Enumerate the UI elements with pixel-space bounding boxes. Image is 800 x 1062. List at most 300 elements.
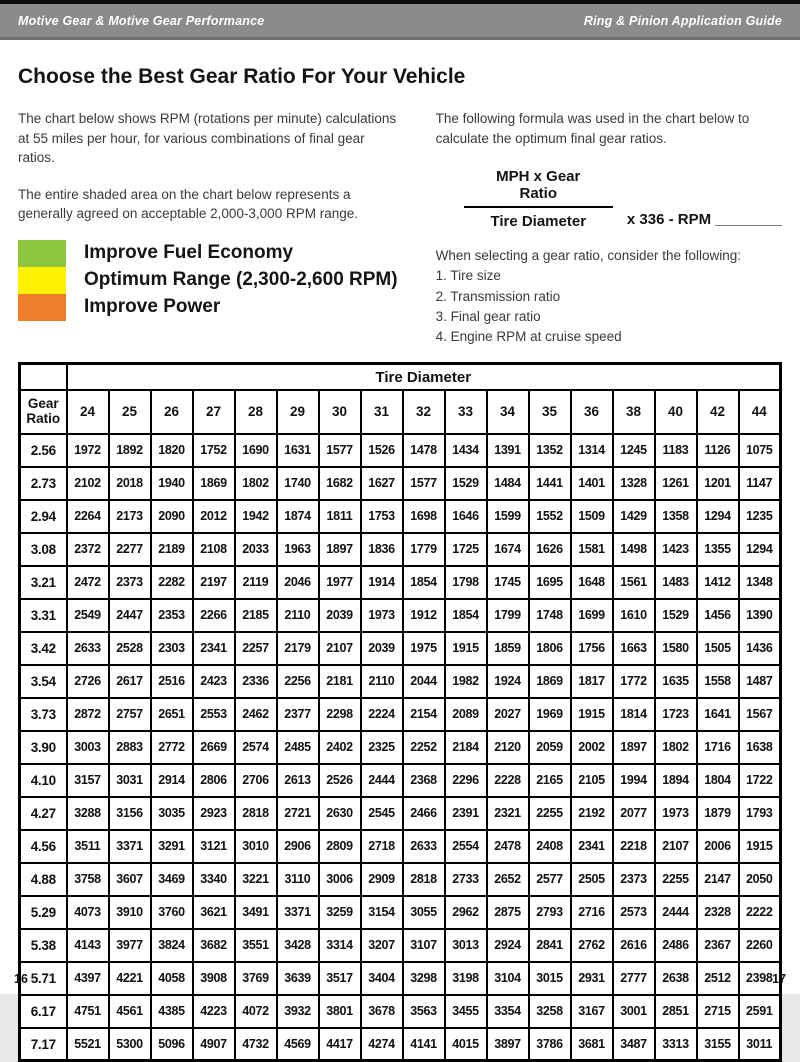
rpm-cell: 2633 bbox=[67, 632, 109, 665]
rpm-cell: 5521 bbox=[67, 1028, 109, 1061]
tire-diameter-col-header: 36 bbox=[571, 390, 613, 434]
rpm-cell: 3758 bbox=[67, 863, 109, 896]
rpm-cell: 1820 bbox=[151, 434, 193, 467]
rpm-cell: 2256 bbox=[277, 665, 319, 698]
legend-label: Improve Fuel Economy bbox=[84, 242, 294, 264]
rpm-cell: 3354 bbox=[487, 995, 529, 1028]
rpm-cell: 2726 bbox=[67, 665, 109, 698]
rpm-cell: 1753 bbox=[361, 500, 403, 533]
rpm-cell: 3678 bbox=[361, 995, 403, 1028]
rpm-cell: 2341 bbox=[571, 830, 613, 863]
rpm-cell: 1201 bbox=[697, 467, 739, 500]
rpm-cell: 2012 bbox=[193, 500, 235, 533]
rpm-cell: 2715 bbox=[697, 995, 739, 1028]
rpm-cell: 3031 bbox=[109, 764, 151, 797]
table-row bbox=[20, 764, 781, 797]
rpm-cell: 1294 bbox=[697, 500, 739, 533]
rpm-cell: 2762 bbox=[571, 929, 613, 962]
rpm-cell: 1627 bbox=[361, 467, 403, 500]
rpm-cell: 1854 bbox=[403, 566, 445, 599]
tire-diameter-col-header: 28 bbox=[235, 390, 277, 434]
legend-item-improve-power bbox=[18, 294, 398, 321]
gear-ratio-cell: 4.10 bbox=[20, 764, 67, 797]
rpm-cell: 1505 bbox=[697, 632, 739, 665]
rpm-cell: 2613 bbox=[277, 764, 319, 797]
rpm-cell: 3897 bbox=[487, 1028, 529, 1061]
table-row bbox=[20, 797, 781, 830]
rpm-cell: 1183 bbox=[655, 434, 697, 467]
rpm-cell: 1663 bbox=[613, 632, 655, 665]
rpm-cell: 1994 bbox=[613, 764, 655, 797]
rpm-cell: 2147 bbox=[697, 863, 739, 896]
rpm-cell: 4058 bbox=[151, 962, 193, 995]
rpm-cell: 2721 bbox=[277, 797, 319, 830]
rpm-cell: 1722 bbox=[739, 764, 781, 797]
rpm-cell: 2120 bbox=[487, 731, 529, 764]
rpm-cell: 1580 bbox=[655, 632, 697, 665]
rpm-cell: 2228 bbox=[487, 764, 529, 797]
rpm-cell: 1648 bbox=[571, 566, 613, 599]
rpm-cell: 1599 bbox=[487, 500, 529, 533]
rpm-cell: 1436 bbox=[739, 632, 781, 665]
gear-ratio-cell: 2.94 bbox=[20, 500, 67, 533]
rpm-cell: 3469 bbox=[151, 863, 193, 896]
rpm-cell: 3932 bbox=[277, 995, 319, 1028]
legend-item-fuel-economy bbox=[18, 240, 398, 267]
gear-ratio-cell: 5.71 bbox=[20, 962, 67, 995]
tire-diameter-col-header: 24 bbox=[67, 390, 109, 434]
rpm-cell: 1892 bbox=[109, 434, 151, 467]
consideration-item: 2. Transmission ratio bbox=[435, 288, 561, 304]
rpm-cell: 3104 bbox=[487, 962, 529, 995]
rpm-cell: 1610 bbox=[613, 599, 655, 632]
rpm-cell: 1802 bbox=[235, 467, 277, 500]
header-right-title: Ring & Pinion Application Guide bbox=[583, 13, 782, 28]
rpm-cell: 1914 bbox=[361, 566, 403, 599]
rpm-cell: 2257 bbox=[235, 632, 277, 665]
gear-ratio-cell: 6.17 bbox=[20, 995, 67, 1028]
gear-ratio-cell: 4.27 bbox=[20, 797, 67, 830]
page-header-bar bbox=[0, 0, 800, 40]
rpm-cell: 2181 bbox=[319, 665, 361, 698]
table-row bbox=[20, 467, 781, 500]
gear-ratio-cell: 2.56 bbox=[20, 434, 67, 467]
rpm-cell: 2486 bbox=[655, 929, 697, 962]
consideration-item: 1. Tire size bbox=[435, 268, 501, 284]
rpm-cell: 1748 bbox=[529, 599, 571, 632]
rpm-cell: 3786 bbox=[529, 1028, 571, 1061]
rpm-cell: 2368 bbox=[403, 764, 445, 797]
formula-fraction bbox=[464, 168, 613, 230]
rpm-cell: 3011 bbox=[739, 1028, 781, 1061]
rpm-cell: 2716 bbox=[571, 896, 613, 929]
rpm-cell: 2119 bbox=[235, 566, 277, 599]
rpm-cell: 1963 bbox=[277, 533, 319, 566]
gear-ratio-cell: 4.88 bbox=[20, 863, 67, 896]
rpm-cell: 4397 bbox=[67, 962, 109, 995]
corner-cell bbox=[20, 364, 67, 390]
rpm-cell: 4015 bbox=[445, 1028, 487, 1061]
rpm-cell: 2296 bbox=[445, 764, 487, 797]
rpm-cell: 1799 bbox=[487, 599, 529, 632]
rpm-cell: 2173 bbox=[109, 500, 151, 533]
rpm-cell: 1690 bbox=[235, 434, 277, 467]
rpm-cell: 1581 bbox=[571, 533, 613, 566]
rpm-cell: 2255 bbox=[655, 863, 697, 896]
tire-diameter-col-header: 44 bbox=[739, 390, 781, 434]
gear-ratio-cell: 2.73 bbox=[20, 467, 67, 500]
rpm-cell: 1355 bbox=[697, 533, 739, 566]
rpm-cell: 2006 bbox=[697, 830, 739, 863]
rpm-cell: 1483 bbox=[655, 566, 697, 599]
table-row bbox=[20, 698, 781, 731]
rpm-cell: 2573 bbox=[613, 896, 655, 929]
formula-suffix: x 336 - RPM ________ bbox=[626, 211, 782, 229]
rpm-cell: 2512 bbox=[697, 962, 739, 995]
intro-paragraph-1: The chart below shows RPM (rotations per minute) calculations at 55 miles per hour, for various combinations of final gear ratios. bbox=[18, 111, 397, 166]
rpm-cell: 2018 bbox=[109, 467, 151, 500]
rpm-cell: 2577 bbox=[529, 863, 571, 896]
rpm-cell: 4223 bbox=[193, 995, 235, 1028]
rpm-cell: 1423 bbox=[655, 533, 697, 566]
rpm-cell: 1804 bbox=[697, 764, 739, 797]
rpm-cell: 1942 bbox=[235, 500, 277, 533]
rpm-cell: 3801 bbox=[319, 995, 361, 1028]
gear-ratio-cell: 3.90 bbox=[20, 731, 67, 764]
rpm-cell: 2039 bbox=[361, 632, 403, 665]
rpm-cell: 1772 bbox=[613, 665, 655, 698]
tire-diameter-col-header: 27 bbox=[193, 390, 235, 434]
rpm-cell: 2462 bbox=[235, 698, 277, 731]
rpm-cell: 1245 bbox=[613, 434, 655, 467]
rpm-cell: 2633 bbox=[403, 830, 445, 863]
rpm-cell: 1328 bbox=[613, 467, 655, 500]
rpm-cell: 2255 bbox=[529, 797, 571, 830]
table-row bbox=[20, 1028, 781, 1061]
rpm-cell: 1973 bbox=[655, 797, 697, 830]
gear-ratio-cell: 3.21 bbox=[20, 566, 67, 599]
rpm-cell: 2303 bbox=[151, 632, 193, 665]
table-row bbox=[20, 533, 781, 566]
rpm-cell: 2260 bbox=[739, 929, 781, 962]
rpm-cell: 2107 bbox=[319, 632, 361, 665]
gear-ratio-cell: 3.54 bbox=[20, 665, 67, 698]
rpm-cell: 2841 bbox=[529, 929, 571, 962]
rpm-table-head bbox=[20, 364, 781, 434]
rpm-cell: 1577 bbox=[319, 434, 361, 467]
left-column bbox=[18, 109, 398, 347]
rpm-cell: 2298 bbox=[319, 698, 361, 731]
rpm-cell: 1577 bbox=[403, 467, 445, 500]
rpm-cell: 1779 bbox=[403, 533, 445, 566]
tire-diameter-col-header: 38 bbox=[613, 390, 655, 434]
page-title: Choose the Best Gear Ratio For Your Vehicle bbox=[18, 65, 466, 88]
considerations-list bbox=[436, 246, 782, 347]
rpm-cell: 2321 bbox=[487, 797, 529, 830]
rpm-cell: 3298 bbox=[403, 962, 445, 995]
rpm-cell: 1294 bbox=[739, 533, 781, 566]
rpm-cell: 3003 bbox=[67, 731, 109, 764]
rpm-cell: 3428 bbox=[277, 929, 319, 962]
rpm-cell: 2809 bbox=[319, 830, 361, 863]
rpm-cell: 2154 bbox=[403, 698, 445, 731]
rpm-cell: 2733 bbox=[445, 863, 487, 896]
rpm-cell: 2266 bbox=[193, 599, 235, 632]
rpm-cell: 2706 bbox=[235, 764, 277, 797]
rpm-cell: 2184 bbox=[445, 731, 487, 764]
rpm-cell: 3910 bbox=[109, 896, 151, 929]
rpm-cell: 2472 bbox=[67, 566, 109, 599]
rpm-cell: 2466 bbox=[403, 797, 445, 830]
header-left-title: Motive Gear & Motive Gear Performance bbox=[18, 13, 265, 28]
tire-diameter-title: Tire Diameter bbox=[67, 364, 781, 390]
rpm-cell: 1147 bbox=[739, 467, 781, 500]
rpm-cell: 1126 bbox=[697, 434, 739, 467]
rpm-cell: 2447 bbox=[109, 599, 151, 632]
consideration-item: 4. Engine RPM at cruise speed bbox=[435, 329, 622, 345]
rpm-cell: 3259 bbox=[319, 896, 361, 929]
rpm-cell: 3156 bbox=[109, 797, 151, 830]
right-column bbox=[436, 109, 782, 347]
legend-label: Optimum Range (2,300-2,600 RPM) bbox=[84, 269, 398, 291]
rpm-cell: 2192 bbox=[571, 797, 613, 830]
gear-ratio-cell: 3.73 bbox=[20, 698, 67, 731]
tire-diameter-col-header: 33 bbox=[445, 390, 487, 434]
rpm-cell: 3681 bbox=[571, 1028, 613, 1061]
rpm-cell: 3340 bbox=[193, 863, 235, 896]
rpm-cell: 1561 bbox=[613, 566, 655, 599]
rpm-cell: 2189 bbox=[151, 533, 193, 566]
tire-diameter-col-header: 25 bbox=[109, 390, 151, 434]
rpm-cell: 5300 bbox=[109, 1028, 151, 1061]
gear-ratio-cell: 7.17 bbox=[20, 1028, 67, 1061]
rpm-cell: 2402 bbox=[319, 731, 361, 764]
rpm-cell: 1740 bbox=[277, 467, 319, 500]
rpm-cell: 2377 bbox=[277, 698, 319, 731]
gear-ratio-formula bbox=[464, 168, 782, 230]
rpm-cell: 3221 bbox=[235, 863, 277, 896]
rpm-cell: 1674 bbox=[487, 533, 529, 566]
rpm-cell: 1725 bbox=[445, 533, 487, 566]
rpm-cell: 2818 bbox=[403, 863, 445, 896]
rpm-cell: 1814 bbox=[613, 698, 655, 731]
rpm-cell: 1498 bbox=[613, 533, 655, 566]
formula-intro: The following formula was used in the chart below to calculate the optimum final gear ratios. bbox=[435, 111, 750, 146]
rpm-cell: 3291 bbox=[151, 830, 193, 863]
rpm-cell: 2222 bbox=[739, 896, 781, 929]
rpm-cell: 2444 bbox=[655, 896, 697, 929]
consideration-item: 3. Final gear ratio bbox=[435, 308, 541, 324]
rpm-cell: 1969 bbox=[529, 698, 571, 731]
rpm-cell: 2777 bbox=[613, 962, 655, 995]
rpm-cell: 3258 bbox=[529, 995, 571, 1028]
rpm-cell: 2224 bbox=[361, 698, 403, 731]
rpm-cell: 2044 bbox=[403, 665, 445, 698]
rpm-cell: 2108 bbox=[193, 533, 235, 566]
rpm-cell: 2906 bbox=[277, 830, 319, 863]
rpm-cell: 4221 bbox=[109, 962, 151, 995]
rpm-cell: 1509 bbox=[571, 500, 613, 533]
rpm-cell: 2372 bbox=[67, 533, 109, 566]
rpm-cell: 2179 bbox=[277, 632, 319, 665]
rpm-cell: 2549 bbox=[67, 599, 109, 632]
gear-ratio-header: Gear Ratio bbox=[20, 390, 67, 434]
rpm-cell: 2931 bbox=[571, 962, 613, 995]
rpm-cell: 1390 bbox=[739, 599, 781, 632]
rpm-cell: 2924 bbox=[487, 929, 529, 962]
rpm-cell: 1915 bbox=[739, 830, 781, 863]
rpm-cell: 1075 bbox=[739, 434, 781, 467]
rpm-cell: 3288 bbox=[67, 797, 109, 830]
column-header-row bbox=[20, 390, 781, 434]
rpm-cell: 2617 bbox=[109, 665, 151, 698]
rpm-cell: 3055 bbox=[403, 896, 445, 929]
rpm-cell: 2818 bbox=[235, 797, 277, 830]
rpm-cell: 1558 bbox=[697, 665, 739, 698]
tire-diameter-col-header: 42 bbox=[697, 390, 739, 434]
table-row bbox=[20, 731, 781, 764]
rpm-cell: 2528 bbox=[109, 632, 151, 665]
rpm-cell: 2373 bbox=[109, 566, 151, 599]
rpm-cell: 1391 bbox=[487, 434, 529, 467]
rpm-cell: 3491 bbox=[235, 896, 277, 929]
rpm-cell: 1752 bbox=[193, 434, 235, 467]
rpm-cell: 5096 bbox=[151, 1028, 193, 1061]
rpm-cell: 1912 bbox=[403, 599, 445, 632]
considerations-intro: When selecting a gear ratio, consider the following: bbox=[435, 248, 742, 264]
rpm-cell: 2341 bbox=[193, 632, 235, 665]
rpm-cell: 4073 bbox=[67, 896, 109, 929]
rpm-cell: 2328 bbox=[697, 896, 739, 929]
rpm-cell: 2002 bbox=[571, 731, 613, 764]
yellow-swatch bbox=[18, 267, 66, 294]
rpm-cell: 1723 bbox=[655, 698, 697, 731]
rpm-cell: 2883 bbox=[109, 731, 151, 764]
rpm-cell: 2027 bbox=[487, 698, 529, 731]
rpm-cell: 2757 bbox=[109, 698, 151, 731]
rpm-cell: 2554 bbox=[445, 830, 487, 863]
rpm-cell: 1682 bbox=[319, 467, 361, 500]
legend-item-optimum-range bbox=[18, 267, 398, 294]
tire-diameter-col-header: 26 bbox=[151, 390, 193, 434]
rpm-cell: 2718 bbox=[361, 830, 403, 863]
rpm-cell: 2391 bbox=[445, 797, 487, 830]
table-row bbox=[20, 632, 781, 665]
rpm-cell: 3824 bbox=[151, 929, 193, 962]
rpm-cell: 1975 bbox=[403, 632, 445, 665]
rpm-cell: 3977 bbox=[109, 929, 151, 962]
rpm-cell: 2545 bbox=[361, 797, 403, 830]
rpm-cell: 1973 bbox=[361, 599, 403, 632]
table-title-row bbox=[20, 364, 781, 390]
table-row bbox=[20, 929, 781, 962]
rpm-cell: 1484 bbox=[487, 467, 529, 500]
rpm-cell: 2638 bbox=[655, 962, 697, 995]
legend-label: Improve Power bbox=[84, 296, 221, 318]
rpm-cell: 1806 bbox=[529, 632, 571, 665]
gear-ratio-cell: 3.31 bbox=[20, 599, 67, 632]
rpm-cell: 4143 bbox=[67, 929, 109, 962]
table-row bbox=[20, 665, 781, 698]
rpm-cell: 2872 bbox=[67, 698, 109, 731]
rpm-cell: 3563 bbox=[403, 995, 445, 1028]
rpm-cell: 3198 bbox=[445, 962, 487, 995]
rpm-cell: 3371 bbox=[109, 830, 151, 863]
rpm-cell: 1869 bbox=[529, 665, 571, 698]
rpm-cell: 2367 bbox=[697, 929, 739, 962]
rpm-cell: 1869 bbox=[193, 467, 235, 500]
rpm-cell: 1745 bbox=[487, 566, 529, 599]
tire-diameter-col-header: 31 bbox=[361, 390, 403, 434]
rpm-cell: 4385 bbox=[151, 995, 193, 1028]
rpm-cell: 4569 bbox=[277, 1028, 319, 1061]
gear-ratio-cell: 5.38 bbox=[20, 929, 67, 962]
rpm-cell: 1915 bbox=[445, 632, 487, 665]
rpm-cell: 2197 bbox=[193, 566, 235, 599]
rpm-cell: 3155 bbox=[697, 1028, 739, 1061]
rpm-cell: 3110 bbox=[277, 863, 319, 896]
rpm-cell: 2336 bbox=[235, 665, 277, 698]
rpm-cell: 3010 bbox=[235, 830, 277, 863]
rpm-cell: 2373 bbox=[613, 863, 655, 896]
rpm-cell: 1434 bbox=[445, 434, 487, 467]
rpm-cell: 1638 bbox=[739, 731, 781, 764]
rpm-cell: 3121 bbox=[193, 830, 235, 863]
table-row bbox=[20, 896, 781, 929]
rpm-cell: 3035 bbox=[151, 797, 193, 830]
rpm-cell: 1529 bbox=[445, 467, 487, 500]
rpm-cell: 3487 bbox=[613, 1028, 655, 1061]
rpm-cell: 2353 bbox=[151, 599, 193, 632]
rpm-cell: 3682 bbox=[193, 929, 235, 962]
rpm-cell: 1261 bbox=[655, 467, 697, 500]
rpm-cell: 3517 bbox=[319, 962, 361, 995]
table-row bbox=[20, 599, 781, 632]
rpm-cell: 2478 bbox=[487, 830, 529, 863]
rpm-cell: 2875 bbox=[487, 896, 529, 929]
rpm-cell: 3404 bbox=[361, 962, 403, 995]
rpm-cell: 1836 bbox=[361, 533, 403, 566]
rpm-cell: 1716 bbox=[697, 731, 739, 764]
rpm-cell: 2909 bbox=[361, 863, 403, 896]
rpm-table bbox=[18, 362, 782, 1062]
rpm-cell: 1487 bbox=[739, 665, 781, 698]
rpm-cell: 1698 bbox=[403, 500, 445, 533]
page-number-left: 16 bbox=[14, 972, 28, 986]
table-row bbox=[20, 500, 781, 533]
rpm-cell: 2408 bbox=[529, 830, 571, 863]
rpm-cell: 1817 bbox=[571, 665, 613, 698]
rpm-cell: 2505 bbox=[571, 863, 613, 896]
rpm-cell: 1429 bbox=[613, 500, 655, 533]
rpm-cell: 2218 bbox=[613, 830, 655, 863]
rpm-cell: 2252 bbox=[403, 731, 445, 764]
rpm-cell: 1924 bbox=[487, 665, 529, 698]
rpm-cell: 1567 bbox=[739, 698, 781, 731]
rpm-cell: 4751 bbox=[67, 995, 109, 1028]
rpm-cell: 1631 bbox=[277, 434, 319, 467]
rpm-cell: 2962 bbox=[445, 896, 487, 929]
rpm-cell: 3167 bbox=[571, 995, 613, 1028]
rpm-cell: 1897 bbox=[319, 533, 361, 566]
rpm-cell: 1982 bbox=[445, 665, 487, 698]
rpm-cell: 1552 bbox=[529, 500, 571, 533]
rpm-cell: 4561 bbox=[109, 995, 151, 1028]
rpm-cell: 1798 bbox=[445, 566, 487, 599]
rpm-cell: 3371 bbox=[277, 896, 319, 929]
rpm-cell: 1646 bbox=[445, 500, 487, 533]
intro-columns bbox=[18, 109, 782, 347]
